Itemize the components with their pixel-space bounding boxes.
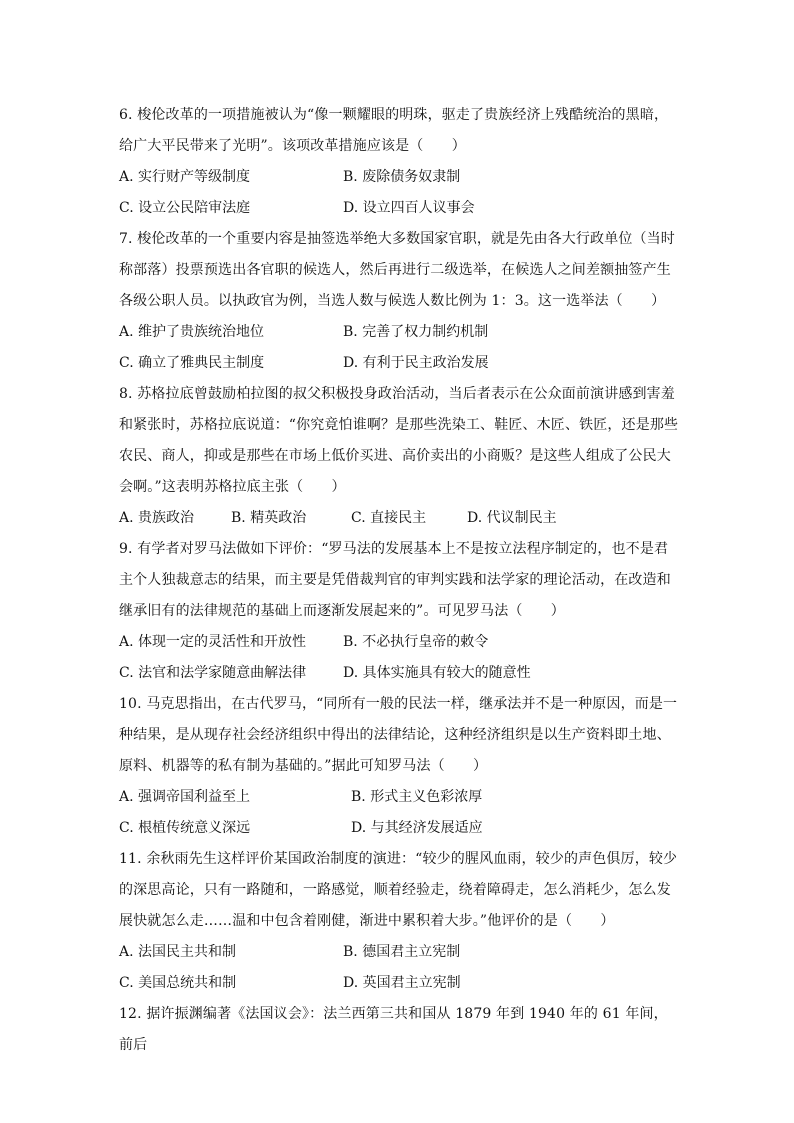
- question-stem: 12. 据许振渊编著《法国议会》：法兰西第三共和国从 1879 年到 1940 年的 61 年间，前后: [119, 1006, 668, 1053]
- options-block: [119, 627, 679, 689]
- option-b: B. 德国君主立宪制: [343, 944, 461, 960]
- options-row: [119, 813, 679, 844]
- option-b: B. 完善了权力制约机制: [343, 324, 489, 340]
- options-row: [119, 782, 679, 813]
- question-stem: 11. 余秋雨先生这样评价某国政治制度的演进：“较少的腥风血雨，较少的声色俱厉，较少的深思高论，只有一路随和，一路感觉，顺着经验走，绕着障碍走，怎么消耗少，怎么发展快就怎么走……温和中包含着刚健，渐进中累积着大步。”他评价的是（ ）: [119, 851, 678, 929]
- question-stem: 6. 梭伦改革的一项措施被认为“像一颗耀眼的明珠，驱走了贵族经济上残酷统治的黑暗，给广大平民带来了光明”。该项改革措施应该是（ ）: [119, 107, 669, 154]
- question-list: [119, 100, 679, 1061]
- question-6: [119, 100, 679, 224]
- options-row: [119, 317, 679, 348]
- option-b: B. 废除债务奴隶制: [343, 169, 461, 185]
- option-a: A. 体现一定的灵活性和开放性: [119, 634, 307, 650]
- options-block: [119, 162, 679, 224]
- question-stem: 10. 马克思指出，在古代罗马，“同所有一般的民法一样，继承法并不是一种原因，而是一种结果，是从现存社会经济组织中得出的法律结论，这种经济组织是以生产资料即土地、原料、机器等的私有制为基础的。”据此可知罗马法（ ）: [119, 696, 678, 774]
- option-c: C. 确立了雅典民主制度: [119, 355, 265, 371]
- options-row: [119, 658, 679, 689]
- option-c: C. 设立公民陪审法庭: [119, 200, 251, 216]
- option-a: A. 法国民主共和制: [119, 944, 237, 960]
- options-block: [119, 937, 679, 999]
- question-9: [119, 534, 679, 689]
- option-b: B. 精英政治: [231, 510, 307, 526]
- option-c: C. 美国总统共和制: [119, 975, 237, 991]
- option-d: D. 有利于民主政治发展: [343, 355, 489, 371]
- option-a: A. 实行财产等级制度: [119, 169, 251, 185]
- option-a: A. 贵族政治: [119, 510, 195, 526]
- option-b: B. 形式主义色彩浓厚: [351, 789, 483, 805]
- option-b: B. 不必执行皇帝的敕令: [343, 634, 489, 650]
- option-a: A. 维护了贵族统治地位: [119, 324, 265, 340]
- option-c: C. 法官和法学家随意曲解法律: [119, 665, 307, 681]
- options-row: [119, 162, 679, 193]
- option-c: C. 根植传统意义深远: [119, 820, 251, 836]
- options-row: [119, 627, 679, 658]
- options-row: [119, 968, 679, 999]
- option-c: C. 直接民主: [351, 510, 427, 526]
- option-d: D. 与其经济发展适应: [351, 820, 483, 836]
- question-12: [119, 999, 679, 1061]
- option-d: D. 代议制民主: [467, 510, 557, 526]
- option-d: D. 设立四百人议事会: [343, 200, 475, 216]
- question-10: [119, 689, 679, 844]
- options-row: [119, 193, 679, 224]
- question-7: [119, 224, 679, 379]
- option-a: A. 强调帝国利益至上: [119, 789, 251, 805]
- question-8: [119, 379, 679, 534]
- options-row: [119, 348, 679, 379]
- option-d: D. 英国君主立宪制: [343, 975, 461, 991]
- options-row: [119, 937, 679, 968]
- options-block: [119, 317, 679, 379]
- options-row: [119, 503, 679, 534]
- question-stem: 7. 梭伦改革的一个重要内容是抽签选举绝大多数国家官职，就是先由各大行政单位（当时称部落）投票预选出各官职的候选人，然后再进行二级选举，在候选人之间差额抽签产生各级公职人员。以执政官为例，当选人数与候选人数比例为 1：3。这一选举法（ ）: [119, 231, 675, 309]
- question-11: [119, 844, 679, 999]
- options-block: [119, 503, 679, 534]
- options-block: [119, 782, 679, 844]
- question-stem: 9. 有学者对罗马法做如下评价：“罗马法的发展基本上不是按立法程序制定的，也不是君主个人独裁意志的结果，而主要是凭借裁判官的审判实践和法学家的理论活动，在改造和继承旧有的法律规范的基础上而逐渐发展起来的”。可见罗马法（ ）: [119, 541, 671, 619]
- question-stem: 8. 苏格拉底曾鼓励柏拉图的叔父积极投身政治活动，当后者表示在公众面前演讲感到害羞和紧张时，苏格拉底说道：“你究竟怕谁啊？是那些洗染工、鞋匠、木匠、铁匠，还是那些农民、商人，抑或是那些在市场上低价买进、高价卖出的小商贩？是这些人组成了公民大会啊。”这表明苏格拉底主张（ ）: [119, 386, 679, 495]
- option-d: D. 具体实施具有较大的随意性: [343, 665, 531, 681]
